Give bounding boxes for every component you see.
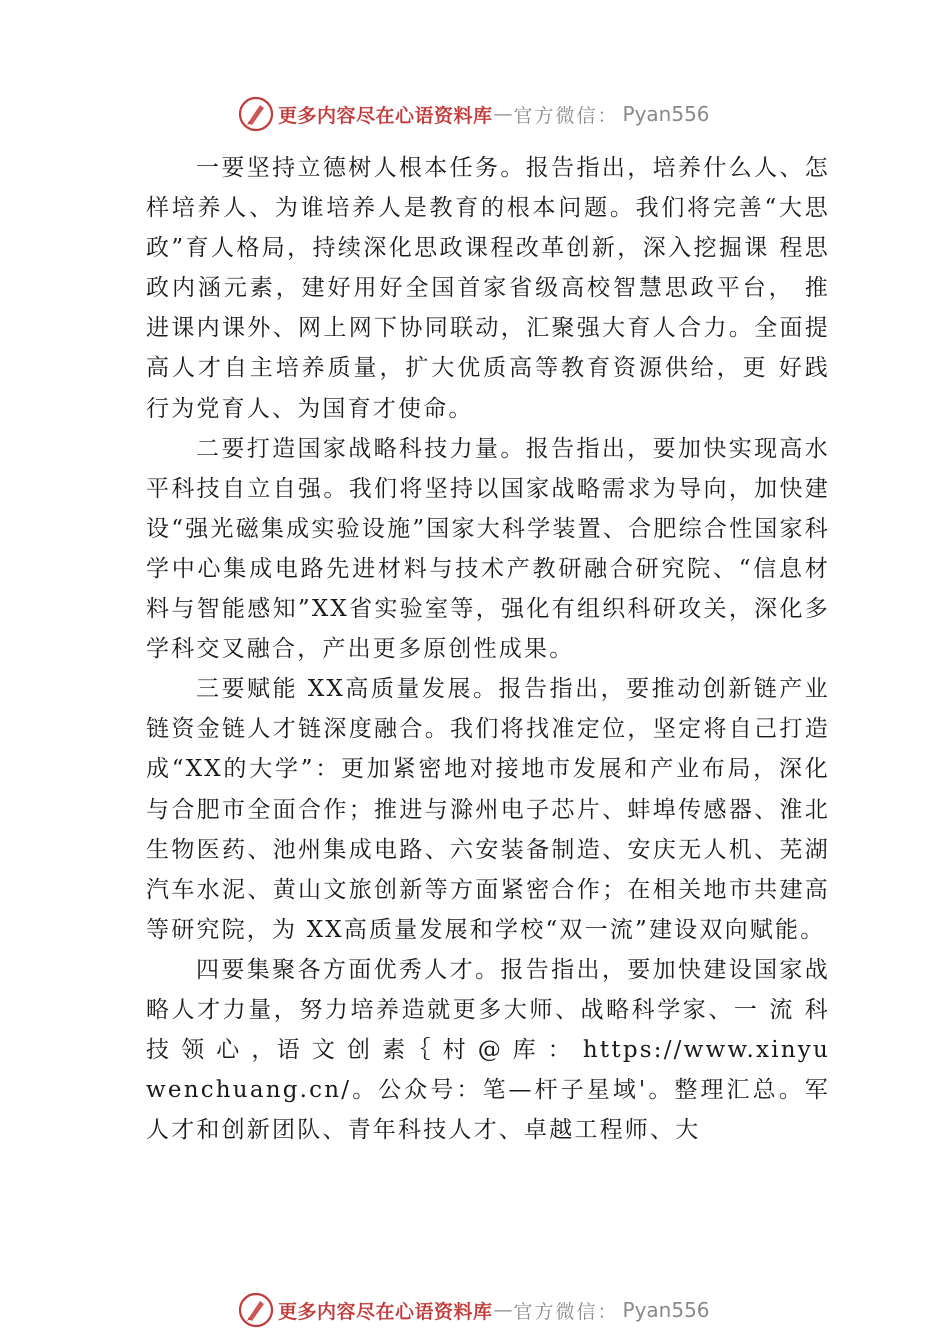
banner-wechat-label: 官方微信： [513,104,619,127]
paragraph-4: 四要集聚各方面优秀人才。报告指出，要加快建设国家战略人才力量，努力培养造就更多大师、战略科学家、一 流 科 技 领 心 ，语 文 创 素｛ 村 @ 库 ： https://www.xinyuwenchuang.cn/。公众号：笔—杆子星域'。整理汇总。军人才和创新团队、青年科技人才、卓越工程师、大 [146,956,830,1144]
paragraph-1: 一要坚持立德树人根本任务。报告指出，培养什么人、怎样培养人、为谁培养人是教育的根本问题。我们将完善“大思政”育人格局，持续深化思政课程改革创新，深入挖掘课 程思政内涵元素，建好用好全国首家省级高校智慧思政平台， 推进课内课外、网上网下协同联动，汇聚强大育人合力。全面提高人才自主培养质量，扩大优质高等教育资源供给，更 好践行为党育人、为国育才使命。 [146,155,830,422]
banner-dash: — [493,103,513,125]
paragraph-2: 二要打造国家战略科技力量。报告指出，要加快实现高水平科技自立自强。我们将坚持以国家战略需求为导向，加快建设“强光磁集成实验设施”国家大科学装置、合肥综合性国家科学中心集成电路先进材料与技术产教研融合研究院、“信息材料与智能感知”XX省实验室等，强化有组织科研攻关，深化多学科交叉融合，产出更多原创性成果。 [146,435,830,663]
pen-nib-logo-icon [238,96,274,132]
footer-account: Pyan556 [622,1298,710,1322]
footer-brand-text: 更多内容尽在心语资料库 [278,1300,493,1323]
footer-wechat-label: 官方微信： [513,1300,619,1323]
header-banner [238,94,710,134]
footer-banner [238,1290,710,1330]
footer-dash: — [493,1299,513,1321]
banner-account: Pyan556 [622,102,710,126]
pen-nib-logo-icon [238,1292,274,1328]
banner-brand-text: 更多内容尽在心语资料库 [278,104,493,127]
document-body [146,148,830,1150]
paragraph-3: 三要赋能 XX高质量发展。报告指出，要推动创新链产业链资金链人才链深度融合。我们将找准定位，坚定将自己打造成“XX的大学”：更加紧密地对接地市发展和产业布局，深化与合肥市全面合作；推进与滁州电子芯片、蚌埠传感器、淮北生物医药、池州集成电路、六安装备制造、安庆无人机、芜湖汽车水泥、黄山文旅创新等方面紧密合作；在相关地市共建高等研究院，为 XX高质量发展和学校“双一流”建设双向赋能。 [146,676,830,943]
